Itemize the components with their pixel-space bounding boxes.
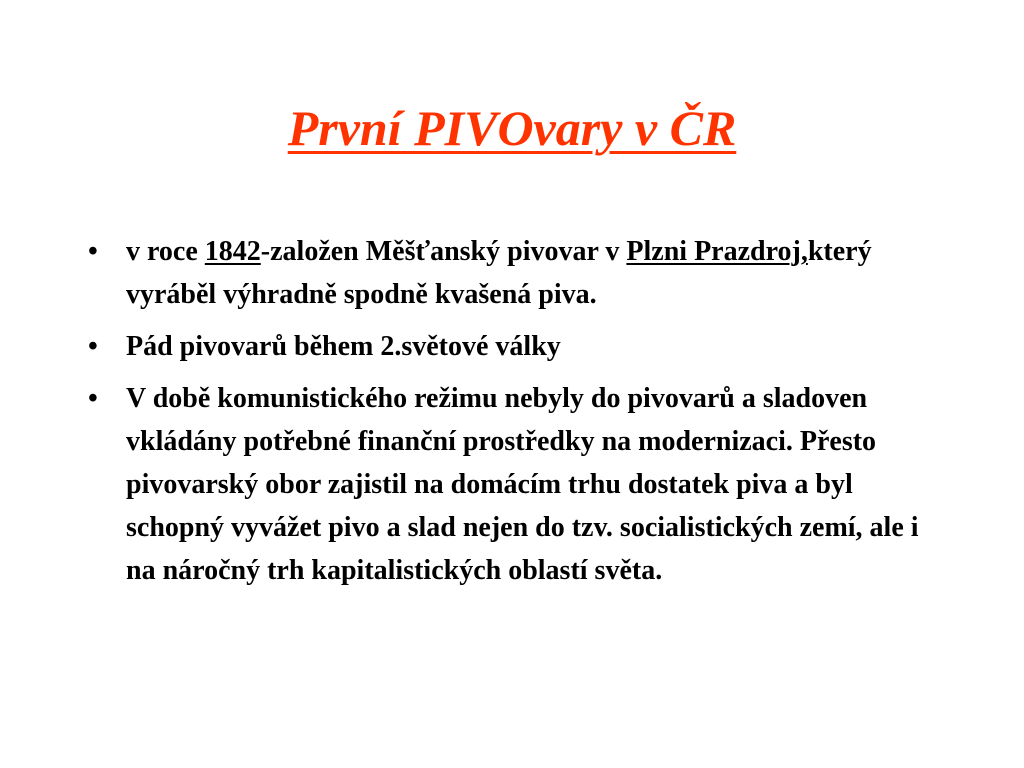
bullet-item-decline <box>88 325 948 368</box>
brewery-link-text: Plzni Prazdroj, <box>626 236 808 267</box>
year-link-text: 1842 <box>204 236 261 267</box>
bullet-icon: • <box>88 331 98 362</box>
bullet-list <box>88 230 948 601</box>
slide-title: První PIVOvary v ČR <box>287 100 737 156</box>
bullet-text: V době komunistického režimu nebyly do pivovarů a sladoven vkládány potřebné finanční prostředky na modernizaci. Přesto pivovarský obor zajistil na domácím trhu dostatek piva a byl schopný vyvážet pivo a slad nejen do tzv. socialistických zemí, ale i na náročný trh kapitalistických oblastí světa. <box>126 383 919 586</box>
bullet-text-part: -založen Měšťanský pivovar v <box>260 236 627 267</box>
bullet-item-communism <box>88 377 948 592</box>
bullet-text-part: který vyráběl výhradně spodně kvašená piva. <box>126 236 872 310</box>
bullet-item-founding <box>88 230 948 316</box>
bullet-text-part: v roce <box>126 236 205 267</box>
bullet-icon: • <box>88 383 98 414</box>
bullet-text: Pád pivovarů během 2.světové války <box>126 331 561 362</box>
bullet-icon: • <box>88 236 98 267</box>
